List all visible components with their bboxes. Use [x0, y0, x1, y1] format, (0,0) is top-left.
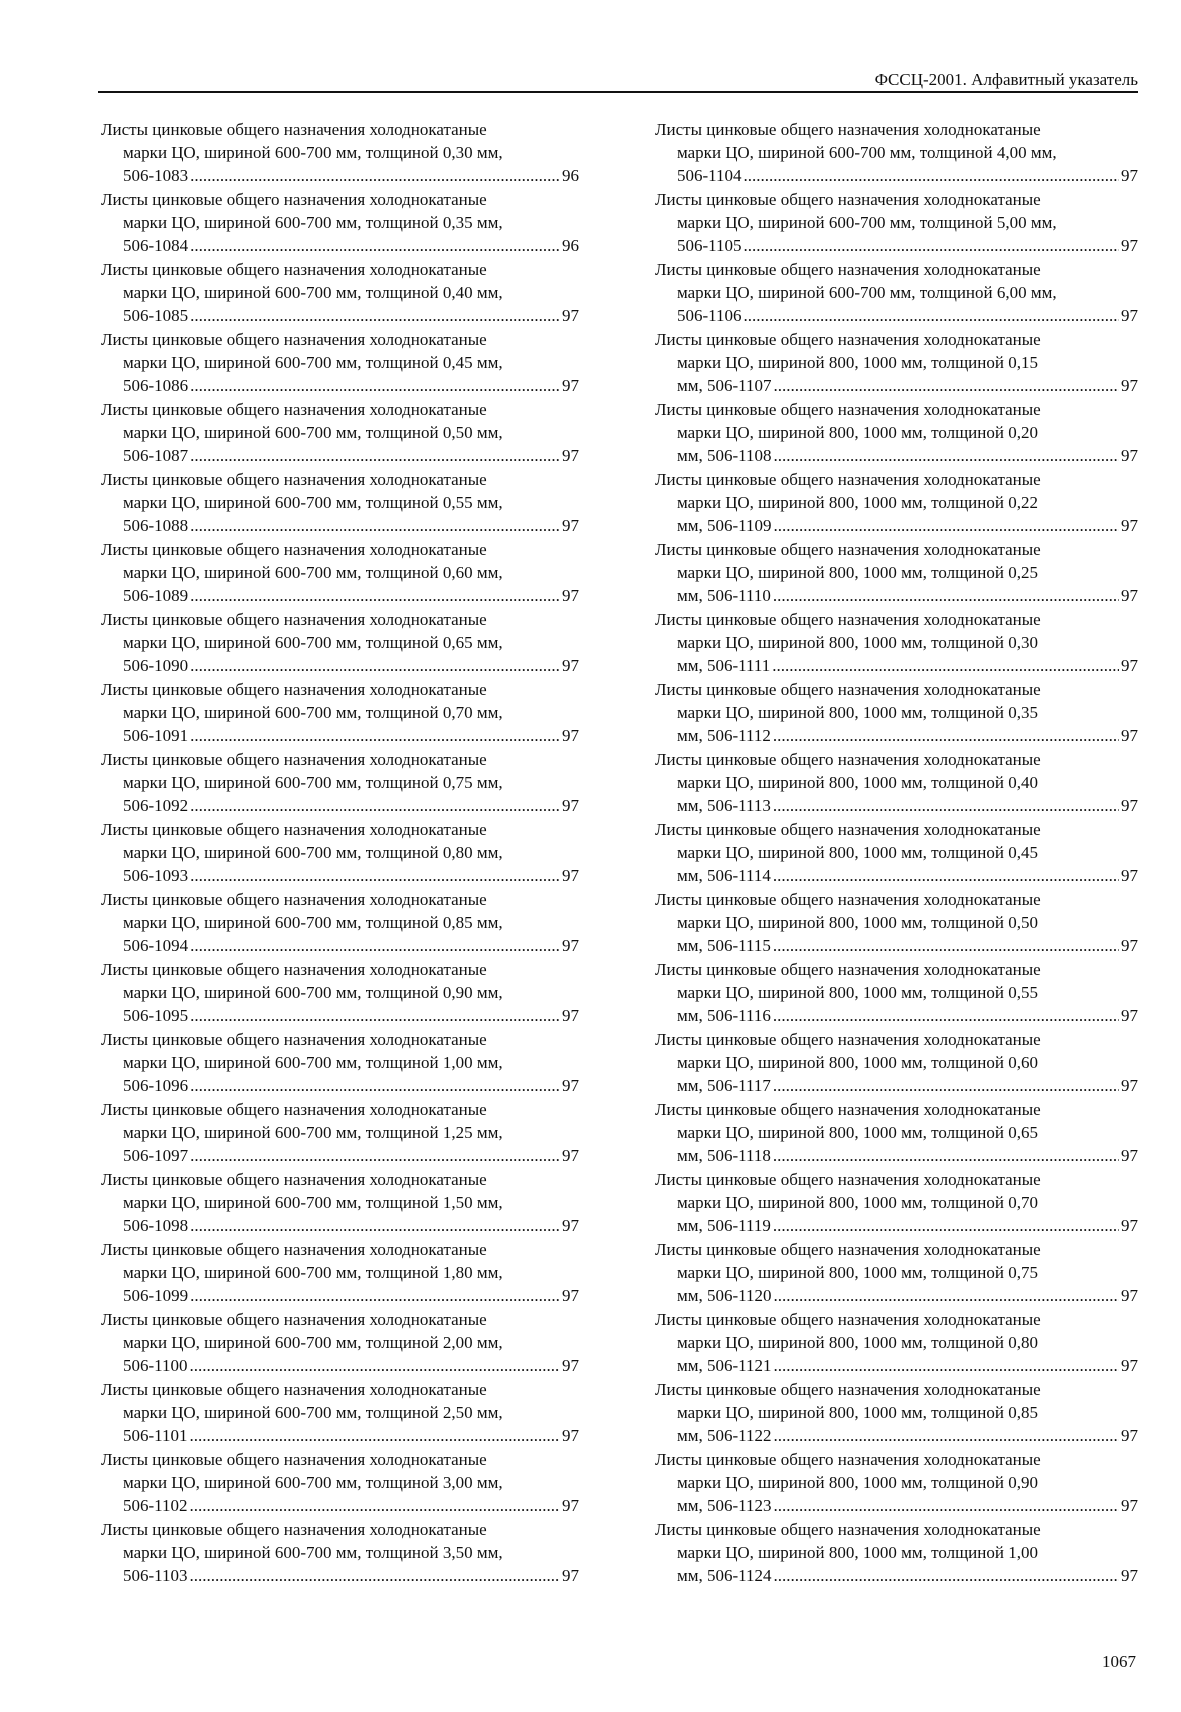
- entry-code: мм, 506-1113: [677, 796, 771, 815]
- entry-reference-line: [101, 934, 579, 957]
- entry-spec-line: марки ЦО, шириной 800, 1000 мм, толщиной 1,00: [677, 1543, 1038, 1562]
- entry-title-line: Листы цинковые общего назначения холоднокатаные: [655, 1520, 1041, 1539]
- entry-title-line: Листы цинковые общего назначения холоднокатаные: [101, 820, 487, 839]
- dot-leader: [774, 1354, 1119, 1377]
- entry-page-ref: 97: [1121, 1496, 1138, 1515]
- entry-code: 506-1098: [123, 1216, 189, 1235]
- entry-page-ref: 97: [562, 446, 579, 465]
- entry-page-ref: 97: [562, 1286, 579, 1305]
- entry-spec-line: марки ЦО, шириной 600-700 мм, толщиной 0,60 мм,: [123, 563, 503, 582]
- entry-code: мм, 506-1121: [677, 1356, 772, 1375]
- entry-title-line: Листы цинковые общего назначения холоднокатаные: [101, 540, 487, 559]
- entry-code: 506-1099: [123, 1286, 189, 1305]
- dot-leader: [774, 444, 1119, 467]
- entry-page-ref: 97: [1121, 1566, 1138, 1585]
- entry-code: 506-1088: [123, 516, 189, 535]
- entry-spec-line: марки ЦО, шириной 800, 1000 мм, толщиной 0,22: [677, 493, 1038, 512]
- index-entry: [655, 1238, 1138, 1308]
- index-entry: [101, 958, 579, 1028]
- entry-page-ref: 97: [1121, 936, 1138, 955]
- entry-code: мм, 506-1124: [677, 1566, 772, 1585]
- entry-spec-line: марки ЦО, шириной 600-700 мм, толщиной 1,80 мм,: [123, 1263, 503, 1282]
- index-entry: [101, 748, 579, 818]
- entry-reference-line: [655, 374, 1138, 397]
- entry-reference-line: [655, 234, 1138, 257]
- entry-title-line: Листы цинковые общего назначения холоднокатаные: [101, 470, 487, 489]
- entry-page-ref: 97: [1121, 586, 1138, 605]
- entry-page-ref: 97: [1121, 1426, 1138, 1445]
- entry-spec-line: марки ЦО, шириной 800, 1000 мм, толщиной 0,55: [677, 983, 1038, 1002]
- entry-page-ref: 97: [562, 516, 579, 535]
- entry-title-line: Листы цинковые общего назначения холоднокатаные: [101, 610, 487, 629]
- entry-title-line: Листы цинковые общего назначения холоднокатаные: [655, 610, 1041, 629]
- entry-reference-line: [655, 1354, 1138, 1377]
- index-entry: [655, 538, 1138, 608]
- entry-spec-line: марки ЦО, шириной 600-700 мм, толщиной 0,85 мм,: [123, 913, 503, 932]
- index-entry: [655, 398, 1138, 468]
- entry-spec-line: марки ЦО, шириной 800, 1000 мм, толщиной 0,40: [677, 773, 1038, 792]
- entry-title-line: Листы цинковые общего назначения холоднокатаные: [101, 1240, 487, 1259]
- entry-spec-line: марки ЦО, шириной 600-700 мм, толщиной 3,00 мм,: [123, 1473, 503, 1492]
- entry-page-ref: 97: [562, 726, 579, 745]
- dot-leader: [773, 1144, 1119, 1167]
- dot-leader: [190, 1424, 560, 1447]
- entry-reference-line: [655, 654, 1138, 677]
- entry-code: 506-1104: [677, 166, 742, 185]
- entry-page-ref: 97: [1121, 376, 1138, 395]
- entry-page-ref: 97: [1121, 1356, 1138, 1375]
- entry-page-ref: 97: [562, 866, 579, 885]
- entry-code: мм, 506-1119: [677, 1216, 771, 1235]
- index-entry: [101, 468, 579, 538]
- entry-reference-line: [101, 1494, 579, 1517]
- entry-reference-line: [655, 444, 1138, 467]
- entry-reference-line: [101, 724, 579, 747]
- entry-code: 506-1090: [123, 656, 189, 675]
- entry-title-line: Листы цинковые общего назначения холоднокатаные: [655, 1100, 1041, 1119]
- dot-leader: [190, 1144, 560, 1167]
- entry-spec-line: марки ЦО, шириной 800, 1000 мм, толщиной 0,80: [677, 1333, 1038, 1352]
- entry-code: 506-1096: [123, 1076, 189, 1095]
- index-entry: [655, 328, 1138, 398]
- entry-title-line: Листы цинковые общего назначения холоднокатаные: [655, 120, 1041, 139]
- index-column-left: [101, 118, 579, 1588]
- entry-code: мм, 506-1120: [677, 1286, 772, 1305]
- entry-reference-line: [101, 1284, 579, 1307]
- entry-spec-line: марки ЦО, шириной 800, 1000 мм, толщиной 0,90: [677, 1473, 1038, 1492]
- entry-page-ref: 97: [1121, 1006, 1138, 1025]
- entry-page-ref: 97: [1121, 1216, 1138, 1235]
- entry-code: 506-1101: [123, 1426, 188, 1445]
- index-entry: [101, 818, 579, 888]
- index-entry: [655, 468, 1138, 538]
- entry-reference-line: [655, 1004, 1138, 1027]
- entry-reference-line: [101, 1424, 579, 1447]
- entry-reference-line: [655, 584, 1138, 607]
- index-entry: [655, 608, 1138, 678]
- entry-title-line: Листы цинковые общего назначения холоднокатаные: [655, 260, 1041, 279]
- entry-title-line: Листы цинковые общего назначения холоднокатаные: [655, 330, 1041, 349]
- entry-title-line: Листы цинковые общего назначения холоднокатаные: [101, 1520, 487, 1539]
- entry-reference-line: [101, 1354, 579, 1377]
- entry-title-line: Листы цинковые общего назначения холоднокатаные: [655, 1030, 1041, 1049]
- dot-leader: [774, 374, 1119, 397]
- entry-title-line: Листы цинковые общего назначения холоднокатаные: [101, 260, 487, 279]
- entry-code: мм, 506-1118: [677, 1146, 771, 1165]
- index-entry: [655, 1168, 1138, 1238]
- dot-leader: [190, 444, 560, 467]
- index-entry: [101, 118, 579, 188]
- page-number: 1067: [1102, 1652, 1136, 1671]
- entry-spec-line: марки ЦО, шириной 800, 1000 мм, толщиной 0,35: [677, 703, 1038, 722]
- entry-spec-line: марки ЦО, шириной 800, 1000 мм, толщиной 0,30: [677, 633, 1038, 652]
- index-entry: [101, 1308, 579, 1378]
- entry-code: 506-1086: [123, 376, 189, 395]
- entry-code: 506-1102: [123, 1496, 188, 1515]
- entry-spec-line: марки ЦО, шириной 600-700 мм, толщиной 0,90 мм,: [123, 983, 503, 1002]
- entry-code: мм, 506-1108: [677, 446, 772, 465]
- dot-leader: [773, 794, 1119, 817]
- entry-page-ref: 97: [1121, 446, 1138, 465]
- dot-leader: [190, 794, 560, 817]
- entry-spec-line: марки ЦО, шириной 800, 1000 мм, толщиной 0,70: [677, 1193, 1038, 1212]
- entry-code: мм, 506-1109: [677, 516, 772, 535]
- header-title: ФССЦ-2001. Алфавитный указатель: [874, 70, 1138, 89]
- entry-spec-line: марки ЦО, шириной 800, 1000 мм, толщиной 0,65: [677, 1123, 1038, 1142]
- entry-reference-line: [655, 1214, 1138, 1237]
- dot-leader: [744, 164, 1119, 187]
- dot-leader: [774, 1284, 1119, 1307]
- entry-page-ref: 97: [1121, 166, 1138, 185]
- index-entry: [655, 888, 1138, 958]
- entry-reference-line: [655, 864, 1138, 887]
- entry-page-ref: 97: [1121, 866, 1138, 885]
- index-entry: [101, 1028, 579, 1098]
- entry-title-line: Листы цинковые общего назначения холоднокатаные: [655, 400, 1041, 419]
- dot-leader: [190, 374, 560, 397]
- entry-title-line: Листы цинковые общего назначения холоднокатаные: [101, 120, 487, 139]
- entry-spec-line: марки ЦО, шириной 800, 1000 мм, толщиной 0,75: [677, 1263, 1038, 1282]
- index-entry: [101, 258, 579, 328]
- entry-reference-line: [101, 1074, 579, 1097]
- entry-page-ref: 97: [562, 656, 579, 675]
- entry-title-line: Листы цинковые общего назначения холоднокатаные: [101, 1030, 487, 1049]
- entry-title-line: Листы цинковые общего назначения холоднокатаные: [655, 1310, 1041, 1329]
- entry-code: мм, 506-1110: [677, 586, 771, 605]
- entry-reference-line: [655, 1284, 1138, 1307]
- dot-leader: [190, 234, 560, 257]
- entry-page-ref: 97: [1121, 306, 1138, 325]
- entry-spec-line: марки ЦО, шириной 600-700 мм, толщиной 0,50 мм,: [123, 423, 503, 442]
- entry-title-line: Листы цинковые общего назначения холоднокатаные: [655, 890, 1041, 909]
- entry-spec-line: марки ЦО, шириной 600-700 мм, толщиной 0,40 мм,: [123, 283, 503, 302]
- entry-code: 506-1092: [123, 796, 189, 815]
- entry-title-line: Листы цинковые общего назначения холоднокатаные: [655, 190, 1041, 209]
- entry-title-line: Листы цинковые общего назначения холоднокатаные: [101, 1450, 487, 1469]
- entry-spec-line: марки ЦО, шириной 800, 1000 мм, толщиной 0,45: [677, 843, 1038, 862]
- entry-spec-line: марки ЦО, шириной 800, 1000 мм, толщиной 0,15: [677, 353, 1038, 372]
- entry-reference-line: [101, 1214, 579, 1237]
- entry-code: мм, 506-1111: [677, 656, 771, 675]
- entry-page-ref: 97: [1121, 516, 1138, 535]
- entry-spec-line: марки ЦО, шириной 600-700 мм, толщиной 2,50 мм,: [123, 1403, 503, 1422]
- entry-title-line: Листы цинковые общего назначения холоднокатаные: [655, 1380, 1041, 1399]
- entry-code: 506-1083: [123, 166, 189, 185]
- entry-page-ref: 97: [562, 306, 579, 325]
- entry-reference-line: [655, 164, 1138, 187]
- entry-code: 506-1094: [123, 936, 189, 955]
- dot-leader: [190, 1214, 560, 1237]
- dot-leader: [190, 304, 560, 327]
- index-entry: [655, 1028, 1138, 1098]
- entry-reference-line: [101, 1564, 579, 1587]
- index-column-right: [655, 118, 1138, 1588]
- entry-reference-line: [101, 654, 579, 677]
- index-entry: [101, 1378, 579, 1448]
- dot-leader: [190, 1284, 560, 1307]
- entry-page-ref: 97: [562, 796, 579, 815]
- entry-code: 506-1093: [123, 866, 189, 885]
- entry-reference-line: [101, 514, 579, 537]
- entry-code: мм, 506-1115: [677, 936, 771, 955]
- index-entry: [101, 1518, 579, 1588]
- dot-leader: [773, 1214, 1119, 1237]
- dot-leader: [772, 654, 1119, 677]
- dot-leader: [774, 1494, 1119, 1517]
- entry-page-ref: 97: [1121, 1076, 1138, 1095]
- dot-leader: [773, 1004, 1119, 1027]
- index-entry: [101, 538, 579, 608]
- entry-spec-line: марки ЦО, шириной 600-700 мм, толщиной 0,30 мм,: [123, 143, 503, 162]
- index-entry: [655, 1518, 1138, 1588]
- index-entry: [655, 818, 1138, 888]
- running-header: [98, 70, 1138, 93]
- entry-code: 506-1100: [123, 1356, 188, 1375]
- dot-leader: [744, 234, 1119, 257]
- entry-title-line: Листы цинковые общего назначения холоднокатаные: [101, 1380, 487, 1399]
- index-entry: [655, 1378, 1138, 1448]
- dot-leader: [744, 304, 1119, 327]
- dot-leader: [773, 584, 1119, 607]
- entry-reference-line: [101, 794, 579, 817]
- index-entry: [655, 1098, 1138, 1168]
- entry-title-line: Листы цинковые общего назначения холоднокатаные: [655, 750, 1041, 769]
- dot-leader: [190, 584, 560, 607]
- entry-spec-line: марки ЦО, шириной 600-700 мм, толщиной 0,45 мм,: [123, 353, 503, 372]
- dot-leader: [190, 864, 560, 887]
- entry-page-ref: 97: [562, 376, 579, 395]
- entry-spec-line: марки ЦО, шириной 600-700 мм, толщиной 2,00 мм,: [123, 1333, 503, 1352]
- entry-title-line: Листы цинковые общего назначения холоднокатаные: [101, 400, 487, 419]
- dot-leader: [190, 1564, 560, 1587]
- entry-title-line: Листы цинковые общего назначения холоднокатаные: [655, 1170, 1041, 1189]
- entry-page-ref: 97: [562, 1566, 579, 1585]
- entry-code: 506-1105: [677, 236, 742, 255]
- entry-page-ref: 97: [562, 1006, 579, 1025]
- entry-reference-line: [101, 234, 579, 257]
- entry-reference-line: [655, 724, 1138, 747]
- index-entry: [655, 1448, 1138, 1518]
- index-entry: [655, 258, 1138, 328]
- entry-page-ref: 97: [562, 586, 579, 605]
- entry-title-line: Листы цинковые общего назначения холоднокатаные: [101, 750, 487, 769]
- entry-page-ref: 97: [562, 1146, 579, 1165]
- dot-leader: [190, 1354, 560, 1377]
- entry-code: 506-1106: [677, 306, 742, 325]
- entry-title-line: Листы цинковые общего назначения холоднокатаные: [101, 330, 487, 349]
- entry-spec-line: марки ЦО, шириной 600-700 мм, толщиной 0,70 мм,: [123, 703, 503, 722]
- entry-reference-line: [655, 1494, 1138, 1517]
- entry-title-line: Листы цинковые общего назначения холоднокатаные: [655, 470, 1041, 489]
- dot-leader: [774, 1564, 1119, 1587]
- dot-leader: [773, 1074, 1119, 1097]
- index-entry: [101, 1098, 579, 1168]
- entry-title-line: Листы цинковые общего назначения холоднокатаные: [655, 1240, 1041, 1259]
- dot-leader: [190, 1074, 560, 1097]
- entry-code: 506-1103: [123, 1566, 188, 1585]
- dot-leader: [190, 654, 560, 677]
- entry-spec-line: марки ЦО, шириной 600-700 мм, толщиной 0,65 мм,: [123, 633, 503, 652]
- entry-reference-line: [655, 1144, 1138, 1167]
- index-entry: [655, 678, 1138, 748]
- entry-spec-line: марки ЦО, шириной 600-700 мм, толщиной 1,00 мм,: [123, 1053, 503, 1072]
- entry-code: 506-1097: [123, 1146, 189, 1165]
- entry-title-line: Листы цинковые общего назначения холоднокатаные: [101, 190, 487, 209]
- index-entry: [655, 748, 1138, 818]
- entry-spec-line: марки ЦО, шириной 600-700 мм, толщиной 3,50 мм,: [123, 1543, 503, 1562]
- index-entry: [655, 188, 1138, 258]
- entry-code: 506-1084: [123, 236, 189, 255]
- entry-code: мм, 506-1112: [677, 726, 771, 745]
- dot-leader: [190, 514, 560, 537]
- index-entry: [101, 1168, 579, 1238]
- entry-reference-line: [655, 514, 1138, 537]
- entry-spec-line: марки ЦО, шириной 800, 1000 мм, толщиной 0,85: [677, 1403, 1038, 1422]
- index-entry: [101, 398, 579, 468]
- entry-title-line: Листы цинковые общего назначения холоднокатаные: [655, 680, 1041, 699]
- dot-leader: [190, 1004, 560, 1027]
- entry-page-ref: 97: [562, 1076, 579, 1095]
- entry-page-ref: 97: [562, 1426, 579, 1445]
- entry-page-ref: 96: [562, 236, 579, 255]
- entry-code: 506-1089: [123, 586, 189, 605]
- dot-leader: [190, 1494, 560, 1517]
- dot-leader: [773, 934, 1119, 957]
- dot-leader: [190, 164, 560, 187]
- dot-leader: [774, 514, 1119, 537]
- entry-title-line: Листы цинковые общего назначения холоднокатаные: [101, 890, 487, 909]
- entry-reference-line: [655, 934, 1138, 957]
- dot-leader: [190, 724, 560, 747]
- entry-reference-line: [101, 374, 579, 397]
- entry-reference-line: [101, 1004, 579, 1027]
- entry-spec-line: марки ЦО, шириной 600-700 мм, толщиной 1,50 мм,: [123, 1193, 503, 1212]
- entry-spec-line: марки ЦО, шириной 600-700 мм, толщиной 4,00 мм,: [677, 143, 1057, 162]
- entry-reference-line: [655, 304, 1138, 327]
- entry-reference-line: [101, 584, 579, 607]
- entry-code: мм, 506-1114: [677, 866, 771, 885]
- dot-leader: [773, 864, 1119, 887]
- entry-reference-line: [101, 1144, 579, 1167]
- entry-spec-line: марки ЦО, шириной 600-700 мм, толщиной 0,35 мм,: [123, 213, 503, 232]
- entry-page-ref: 97: [562, 936, 579, 955]
- entry-spec-line: марки ЦО, шириной 600-700 мм, толщиной 6,00 мм,: [677, 283, 1057, 302]
- index-entry: [101, 888, 579, 958]
- entry-spec-line: марки ЦО, шириной 600-700 мм, толщиной 0,80 мм,: [123, 843, 503, 862]
- entry-code: мм, 506-1116: [677, 1006, 771, 1025]
- entry-title-line: Листы цинковые общего назначения холоднокатаные: [655, 540, 1041, 559]
- entry-page-ref: 97: [1121, 236, 1138, 255]
- entry-spec-line: марки ЦО, шириной 800, 1000 мм, толщиной 0,60: [677, 1053, 1038, 1072]
- entry-page-ref: 97: [1121, 796, 1138, 815]
- entry-title-line: Листы цинковые общего назначения холоднокатаные: [101, 1170, 487, 1189]
- index-entry: [655, 958, 1138, 1028]
- index-entry: [101, 608, 579, 678]
- entry-page-ref: 97: [562, 1216, 579, 1235]
- entry-reference-line: [101, 304, 579, 327]
- entry-page-ref: 97: [562, 1356, 579, 1375]
- entry-spec-line: марки ЦО, шириной 800, 1000 мм, толщиной 0,50: [677, 913, 1038, 932]
- entry-page-ref: 96: [562, 166, 579, 185]
- entry-reference-line: [655, 1424, 1138, 1447]
- entry-title-line: Листы цинковые общего назначения холоднокатаные: [101, 960, 487, 979]
- entry-spec-line: марки ЦО, шириной 600-700 мм, толщиной 0,75 мм,: [123, 773, 503, 792]
- index-entry: [101, 328, 579, 398]
- entry-title-line: Листы цинковые общего назначения холоднокатаные: [101, 1100, 487, 1119]
- entry-page-ref: 97: [1121, 656, 1138, 675]
- entry-spec-line: марки ЦО, шириной 600-700 мм, толщиной 1,25 мм,: [123, 1123, 503, 1142]
- index-entry: [655, 1308, 1138, 1378]
- dot-leader: [190, 934, 560, 957]
- index-entry: [101, 1448, 579, 1518]
- entry-code: 506-1087: [123, 446, 189, 465]
- dot-leader: [774, 1424, 1119, 1447]
- entry-reference-line: [101, 864, 579, 887]
- entry-title-line: Листы цинковые общего назначения холоднокатаные: [655, 1450, 1041, 1469]
- entry-code: 506-1095: [123, 1006, 189, 1025]
- entry-title-line: Листы цинковые общего назначения холоднокатаные: [101, 1310, 487, 1329]
- entry-reference-line: [655, 794, 1138, 817]
- index-entry: [101, 678, 579, 748]
- entry-spec-line: марки ЦО, шириной 600-700 мм, толщиной 5,00 мм,: [677, 213, 1057, 232]
- entry-spec-line: марки ЦО, шириной 800, 1000 мм, толщиной 0,25: [677, 563, 1038, 582]
- entry-page-ref: 97: [562, 1496, 579, 1515]
- entry-page-ref: 97: [1121, 1146, 1138, 1165]
- entry-code: мм, 506-1117: [677, 1076, 771, 1095]
- entry-reference-line: [101, 164, 579, 187]
- entry-page-ref: 97: [1121, 1286, 1138, 1305]
- entry-page-ref: 97: [1121, 726, 1138, 745]
- entry-reference-line: [655, 1564, 1138, 1587]
- entry-title-line: Листы цинковые общего назначения холоднокатаные: [101, 680, 487, 699]
- entry-spec-line: марки ЦО, шириной 600-700 мм, толщиной 0,55 мм,: [123, 493, 503, 512]
- entry-code: мм, 506-1122: [677, 1426, 772, 1445]
- entry-code: мм, 506-1123: [677, 1496, 772, 1515]
- index-entry: [655, 118, 1138, 188]
- entry-spec-line: марки ЦО, шириной 800, 1000 мм, толщиной 0,20: [677, 423, 1038, 442]
- entry-code: 506-1091: [123, 726, 189, 745]
- dot-leader: [773, 724, 1119, 747]
- entry-code: мм, 506-1107: [677, 376, 772, 395]
- entry-code: 506-1085: [123, 306, 189, 325]
- entry-title-line: Листы цинковые общего назначения холоднокатаные: [655, 820, 1041, 839]
- entry-reference-line: [655, 1074, 1138, 1097]
- entry-reference-line: [101, 444, 579, 467]
- entry-title-line: Листы цинковые общего назначения холоднокатаные: [655, 960, 1041, 979]
- index-entry: [101, 1238, 579, 1308]
- index-entry: [101, 188, 579, 258]
